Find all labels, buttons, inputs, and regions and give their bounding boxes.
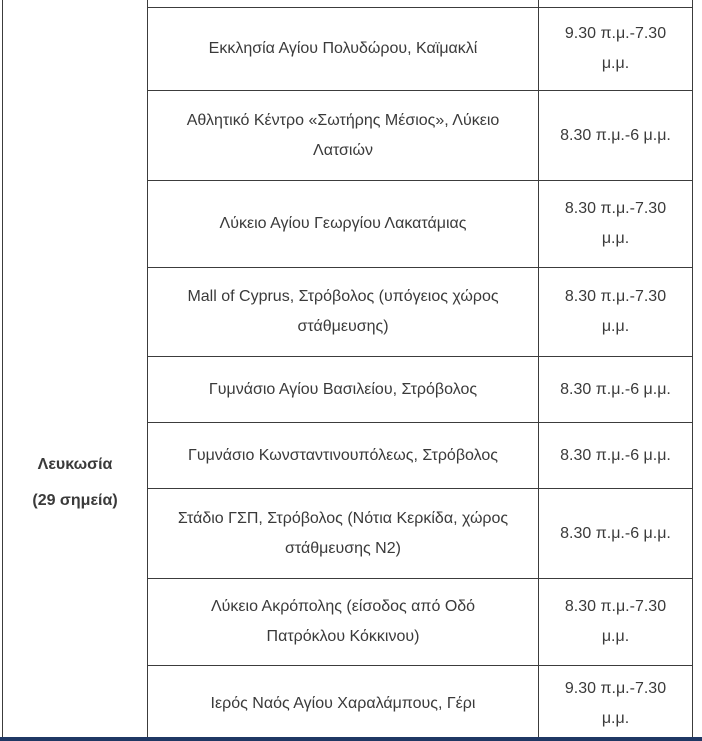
- location-text: Ιερός Ναός Αγίου Χαραλάμπους, Γέρι: [210, 694, 476, 712]
- location-cell: [148, 268, 539, 356]
- location-text: Εκκλησία Αγίου Πολυδώρου, Καϊμακλί: [208, 40, 478, 58]
- location-cell: [148, 0, 539, 7]
- hours-cell: [539, 91, 693, 180]
- table-row: [148, 357, 693, 423]
- hours-text: 8.30 π.μ.-6 μ.μ.: [560, 126, 671, 144]
- hours-text: 9.30 π.μ.-7.30 μ.μ.: [564, 25, 667, 72]
- hours-text: 8.30 π.μ.-6 μ.μ.: [560, 524, 671, 542]
- region-points-count: (29 σημεία): [32, 492, 118, 510]
- hours-cell: [539, 666, 693, 741]
- location-text: Λύκειο Ακρόπολης (είσοδος από Οδό Πατρόκλου Κόκκινου): [210, 598, 476, 645]
- location-text: Γυμνάσιο Αγίου Βασιλείου, Στρόβολος: [208, 380, 478, 398]
- location-cell: [148, 489, 539, 578]
- hours-text: 9.30 π.μ.-7.30 μ.μ.: [564, 679, 667, 727]
- table-row: [148, 8, 693, 91]
- table-row: [148, 579, 693, 666]
- table-row: [148, 268, 693, 357]
- location-cell: [148, 579, 539, 665]
- hours-text: 8.30 π.μ.-6 μ.μ.: [560, 380, 671, 398]
- location-text: Αθλητικό Κέντρο «Σωτήρης Μέσιος», Λύκειο Λατσιών: [186, 111, 500, 159]
- region-label: [3, 455, 147, 510]
- location-text: Γυμνάσιο Κωνσταντινουπόλεως, Στρόβολος: [188, 446, 498, 464]
- hours-cell: [539, 8, 693, 90]
- table-row: [148, 666, 693, 741]
- schedule-rows: [148, 0, 693, 741]
- clipped-previous-row: [148, 0, 693, 8]
- location-text: Λύκειο Αγίου Γεωργίου Λακατάμιας: [219, 215, 467, 233]
- hours-text: 8.30 π.μ.-6 μ.μ.: [560, 446, 671, 464]
- location-cell: [148, 181, 539, 267]
- hours-cell: [539, 268, 693, 356]
- location-text: Στάδιο ΓΣΠ, Στρόβολος (Νότια Κερκίδα, χώρος στάθμευσης Ν2): [177, 509, 509, 557]
- hours-cell: [539, 0, 693, 7]
- hours-text: 8.30 π.μ.-7.30 μ.μ.: [564, 200, 667, 247]
- hours-cell: [539, 423, 693, 488]
- hours-text: 8.30 π.μ.-7.30 μ.μ.: [564, 598, 667, 645]
- location-cell: [148, 8, 539, 90]
- table-row: [148, 489, 693, 579]
- hours-cell: [539, 357, 693, 422]
- table-row: [148, 181, 693, 268]
- schedule-table: [2, 0, 693, 741]
- location-cell: [148, 91, 539, 180]
- location-cell: [148, 666, 539, 741]
- hours-cell: [539, 489, 693, 578]
- location-cell: [148, 357, 539, 422]
- region-column-cell: [2, 0, 148, 741]
- table-row: [148, 423, 693, 489]
- hours-text: 8.30 π.μ.-7.30 μ.μ.: [564, 288, 667, 335]
- hours-cell: [539, 181, 693, 267]
- location-cell: [148, 423, 539, 488]
- table-row: [148, 91, 693, 181]
- location-text: Mall of Cyprus, Στρόβολος (υπόγειος χώρος στάθμευσης): [187, 288, 499, 335]
- region-name: Λευκωσία: [37, 456, 113, 473]
- clipped-next-section-bar: [0, 737, 702, 741]
- hours-cell: [539, 579, 693, 665]
